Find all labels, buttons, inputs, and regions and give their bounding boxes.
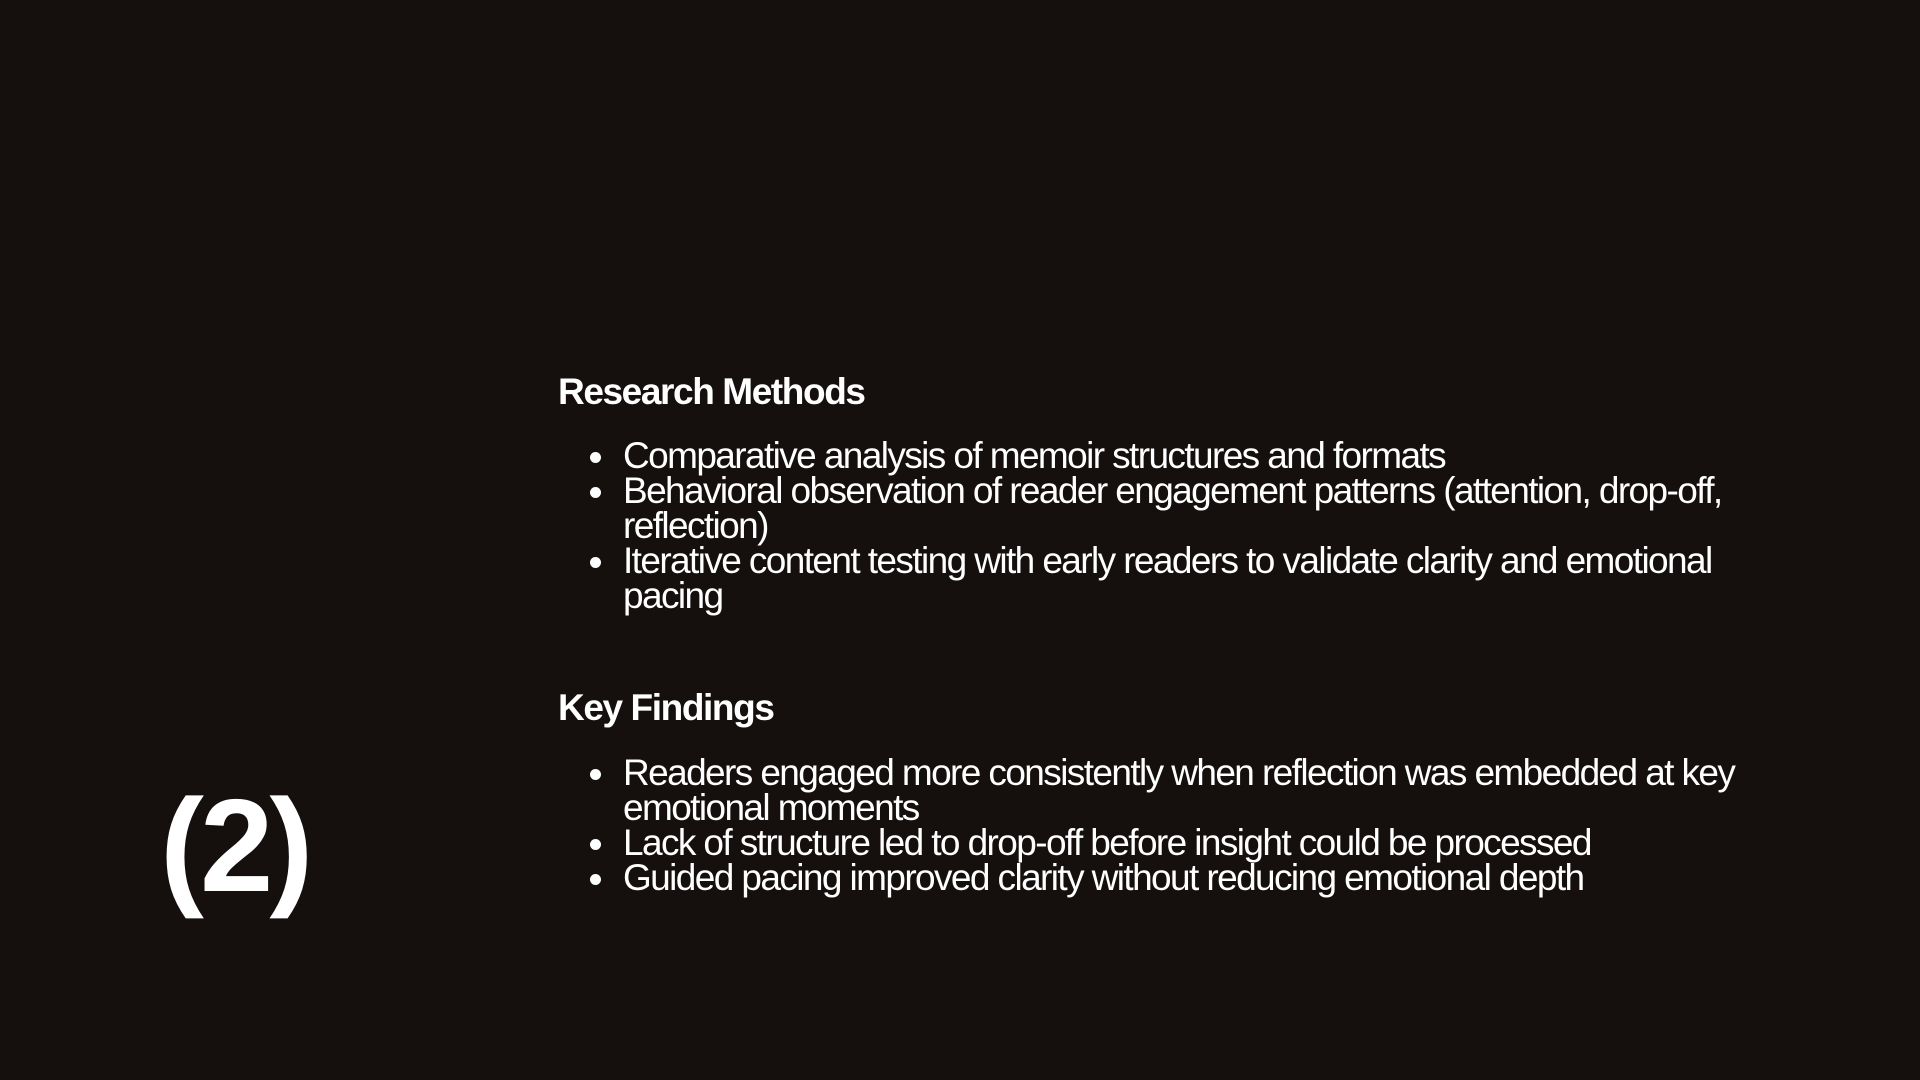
list-item: Iterative content testing with early readers to validate clarity and emotional pacing [558, 543, 1798, 613]
key-findings-list [558, 751, 1798, 898]
research-methods-heading: Research Methods [558, 371, 865, 412]
list-item: Comparative analysis of memoir structures and formats [558, 438, 1798, 473]
list-item: Readers engaged more consistently when reflection was embedded at key emotional moments [558, 755, 1798, 825]
list-item: Lack of structure led to drop-off before insight could be processed [558, 825, 1798, 860]
key-findings-heading: Key Findings [558, 687, 774, 729]
research-methods-section [558, 370, 1798, 617]
content-area [558, 370, 1798, 898]
list-item: Behavioral observation of reader engagement patterns (attention, drop-off, reflection) [558, 473, 1798, 543]
key-findings-section [558, 686, 1798, 898]
research-methods-list [558, 435, 1798, 617]
slide-number: (2) [160, 772, 310, 919]
list-item: Guided pacing improved clarity without reducing emotional depth [558, 860, 1798, 895]
